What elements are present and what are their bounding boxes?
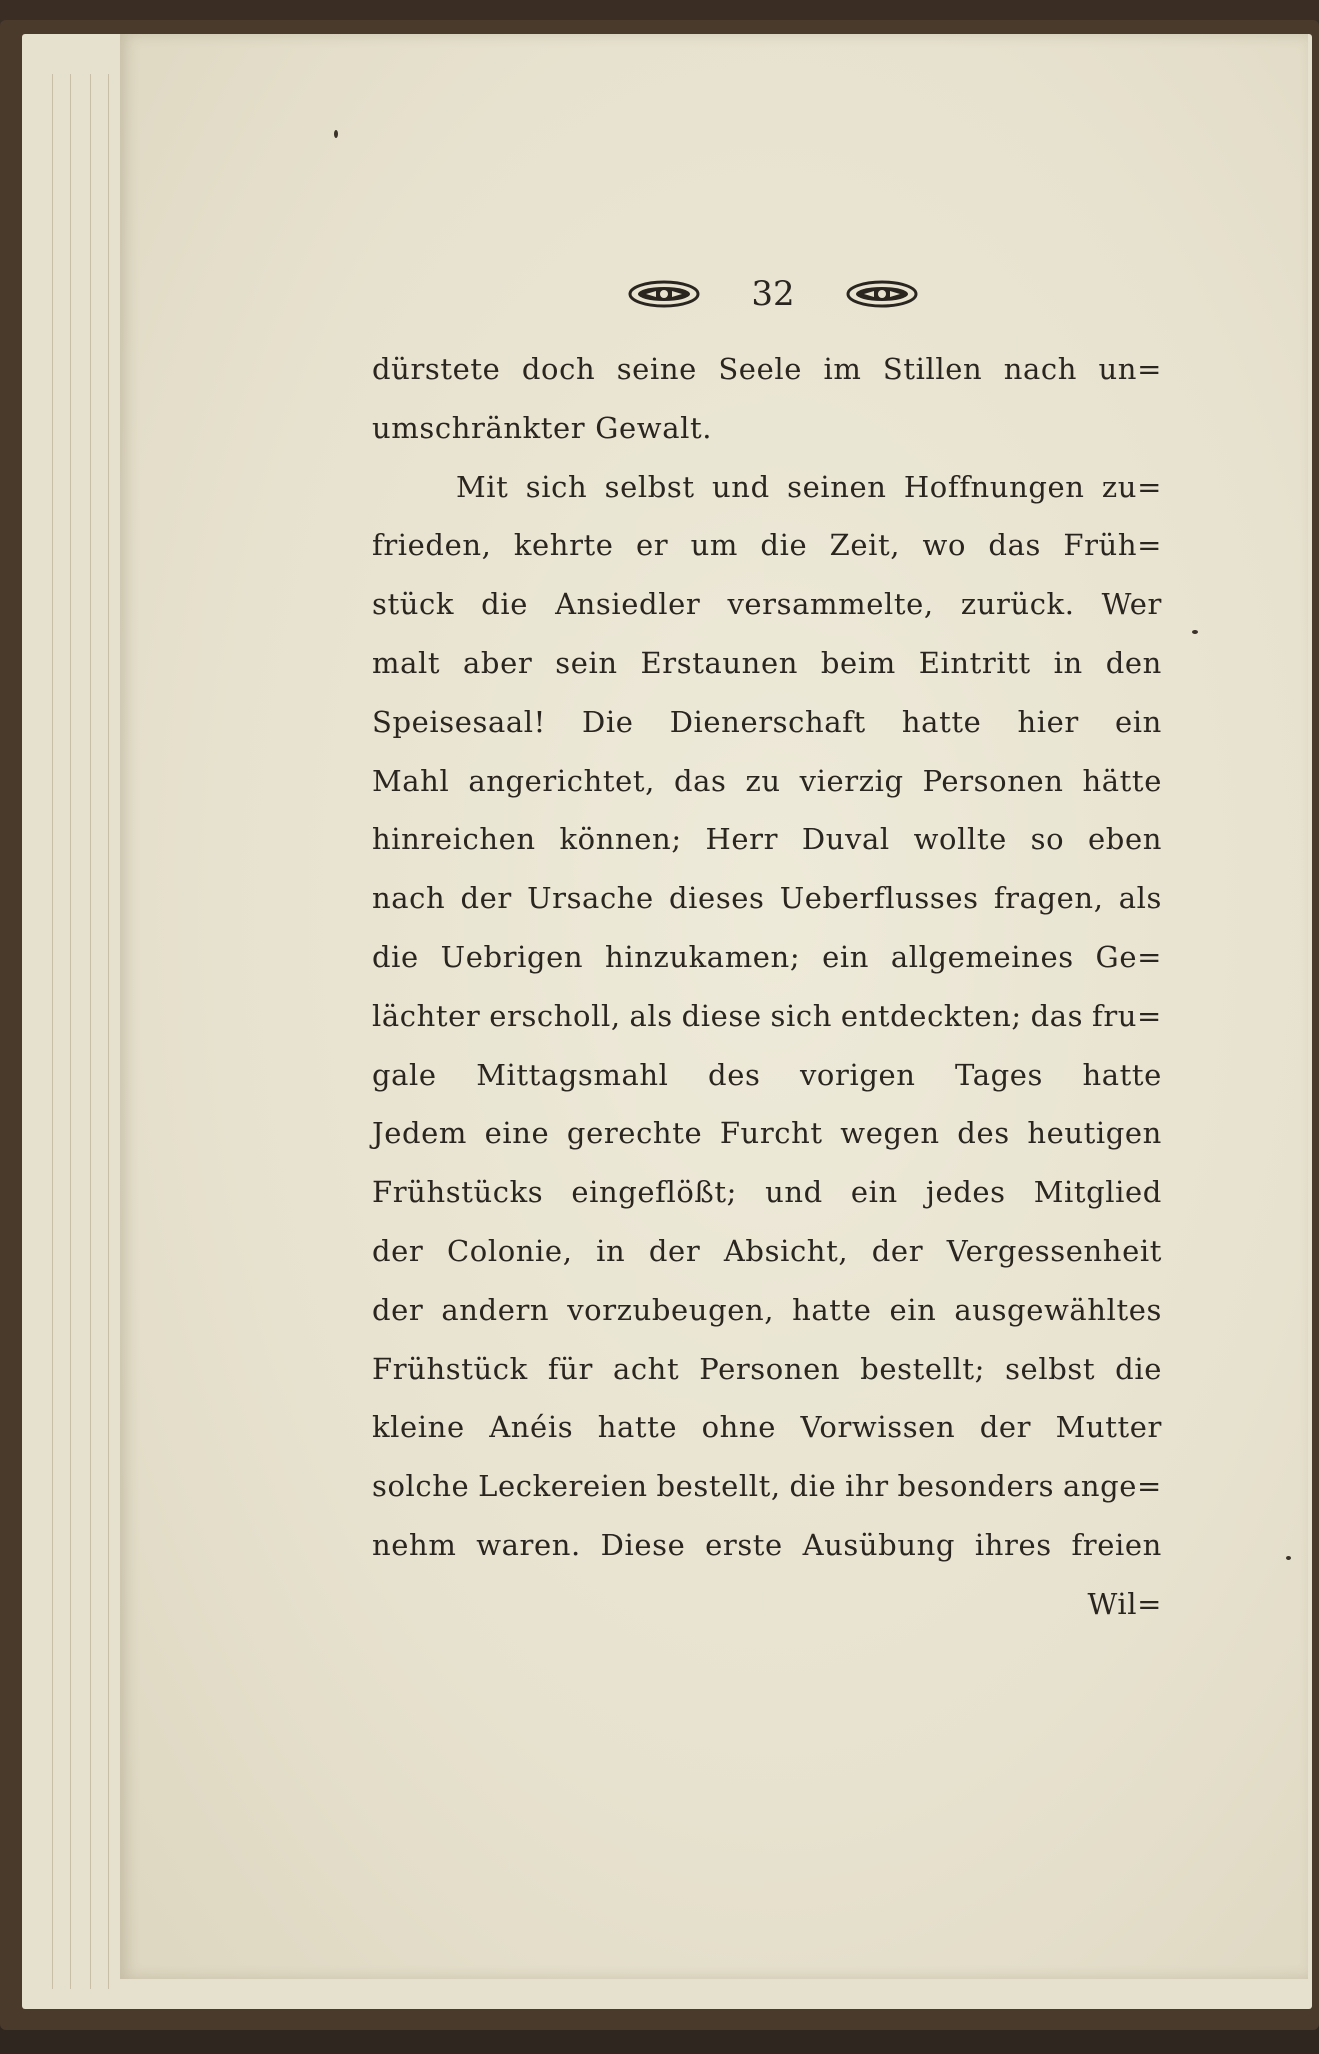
word: Stillen — [882, 352, 983, 386]
word: sich — [525, 469, 588, 504]
word: Mit — [456, 469, 509, 504]
word: der — [871, 1233, 924, 1268]
text-line — [372, 575, 1162, 634]
word: beim — [820, 645, 896, 680]
word: die — [1115, 1351, 1162, 1386]
word: fru= — [1091, 998, 1162, 1033]
word: frieden, — [372, 528, 492, 563]
word: nach — [1003, 352, 1078, 386]
word: das — [1030, 998, 1084, 1033]
word: hatte — [597, 1410, 678, 1445]
word: Frühstücks — [372, 1175, 544, 1210]
word: ein — [889, 1292, 937, 1327]
word: Frühstück — [372, 1351, 528, 1386]
word: um — [690, 528, 739, 563]
word: Mutter — [1055, 1410, 1162, 1445]
word: erste — [705, 1527, 783, 1562]
word: Hoffnungen — [903, 469, 1085, 504]
word: Colonie, — [447, 1233, 573, 1268]
word: ihr — [845, 1469, 889, 1504]
word: hatte — [1082, 1057, 1162, 1092]
word: in — [1053, 645, 1083, 680]
word: ein — [850, 1175, 898, 1210]
word: eingeflößt; — [571, 1175, 738, 1210]
word: der — [979, 1410, 1032, 1445]
word: des — [957, 1116, 1010, 1151]
text-line — [372, 1340, 1162, 1399]
word: er — [635, 528, 669, 563]
page-edge — [52, 74, 53, 1989]
word: waren. — [476, 1527, 581, 1562]
word: Dienerschaft — [669, 704, 866, 739]
word: ihres — [974, 1527, 1052, 1562]
word: wegen — [840, 1116, 940, 1151]
word: andern — [441, 1292, 550, 1327]
word: Ge= — [1095, 939, 1162, 974]
text-line — [372, 1104, 1162, 1163]
word: nach — [372, 881, 446, 916]
word: umschränkter — [372, 410, 586, 445]
ink-speck — [334, 130, 338, 138]
text-line — [372, 399, 1162, 458]
word: hinreichen — [372, 822, 536, 857]
word: wo — [922, 528, 966, 563]
catchword: Wil= — [1087, 1586, 1162, 1621]
word: dürstete — [372, 352, 501, 386]
word: der — [648, 1233, 701, 1268]
text-line — [372, 693, 1162, 752]
word: dieses — [669, 881, 765, 916]
text-line — [372, 869, 1162, 928]
word: erscholl, — [489, 998, 621, 1033]
word: selbst — [1005, 1351, 1096, 1386]
word: nehm — [372, 1527, 457, 1562]
word: der — [372, 1292, 424, 1327]
word: Zeit, — [829, 528, 901, 563]
word: Ausübung — [802, 1527, 956, 1562]
word: Erstaunen — [640, 645, 798, 680]
word: bestellt, — [656, 1469, 781, 1504]
page-header — [628, 268, 918, 320]
word: kehrte — [513, 528, 614, 563]
word: versammelte, — [727, 587, 934, 622]
word: zu — [745, 763, 781, 798]
word: den — [1105, 645, 1162, 680]
word: eben — [1088, 822, 1162, 857]
word: können; — [559, 822, 682, 857]
word: Die — [582, 704, 634, 739]
word: hätte — [1082, 763, 1162, 798]
word: kleine — [372, 1410, 465, 1445]
word: seinen — [787, 469, 887, 504]
word: so — [1030, 822, 1065, 857]
word: zu= — [1101, 469, 1162, 504]
word: selbst — [604, 469, 695, 504]
word: Furcht — [719, 1116, 823, 1151]
word: Anéis — [489, 1410, 574, 1445]
word: Mittagsmahl — [476, 1057, 669, 1092]
word: Früh= — [1063, 528, 1162, 563]
word: im — [823, 352, 862, 386]
word: aber — [463, 645, 533, 680]
text-line — [372, 752, 1162, 811]
word: heutigen — [1027, 1116, 1162, 1151]
word: Mitglied — [1033, 1175, 1162, 1210]
text-line — [372, 340, 1162, 399]
word: Speisesaal! — [372, 704, 546, 739]
word: ohne — [701, 1410, 777, 1445]
word: als — [1118, 881, 1162, 916]
text-line — [372, 1516, 1162, 1575]
rosette-ornament-right-icon — [846, 279, 918, 309]
word: Duval — [801, 822, 890, 857]
word: Tages — [955, 1057, 1044, 1092]
word: Mahl — [372, 763, 450, 798]
word: Personen — [699, 1351, 841, 1386]
word: ein — [1115, 704, 1162, 739]
word: Gewalt. — [595, 410, 713, 445]
word: vorzubeugen, — [567, 1292, 775, 1327]
word: Leckereien — [478, 1469, 648, 1504]
word: gerechte — [566, 1116, 703, 1151]
word: ange= — [1062, 1469, 1162, 1504]
text-line — [372, 1457, 1162, 1516]
text-line — [372, 1163, 1162, 1222]
word: der — [372, 1233, 424, 1268]
page-edge — [90, 74, 91, 1989]
word: in — [596, 1233, 626, 1268]
word: die — [481, 587, 528, 622]
ink-speck — [1286, 1556, 1291, 1560]
word: und — [712, 469, 770, 504]
word: fragen, — [993, 881, 1104, 916]
word: ein — [822, 939, 869, 974]
word: seine — [616, 352, 697, 386]
body-text — [372, 340, 1162, 1634]
word: stück — [372, 587, 455, 622]
word: Vergessenheit — [946, 1233, 1162, 1268]
rosette-ornament-left-icon — [628, 279, 700, 309]
word: Vorwissen — [800, 1410, 956, 1445]
word: hatte — [901, 704, 982, 739]
text-line — [372, 458, 1162, 517]
word: Uebrigen — [440, 939, 584, 974]
word: solche — [372, 1469, 470, 1504]
word: Diese — [600, 1527, 686, 1562]
word: diese — [681, 998, 762, 1033]
word: vorigen — [799, 1057, 916, 1092]
word: entdeckten; — [840, 998, 1022, 1033]
word: Ursache — [527, 881, 654, 916]
word: Ueberflusses — [779, 881, 979, 916]
word: der — [460, 881, 512, 916]
word: bestellt; — [860, 1351, 986, 1386]
word: sich — [770, 998, 832, 1033]
text-line — [372, 516, 1162, 575]
page-edge — [108, 74, 109, 1989]
word: des — [708, 1057, 761, 1092]
word: Eintritt — [918, 645, 1031, 680]
text-line — [372, 1222, 1162, 1281]
word: hier — [1017, 704, 1079, 739]
word: Wer — [1101, 587, 1162, 622]
text-line — [372, 928, 1162, 987]
word: doch — [521, 352, 596, 386]
word: für — [547, 1351, 593, 1386]
word: hatte — [792, 1292, 872, 1327]
word: sein — [555, 645, 618, 680]
word: jedes — [925, 1175, 1006, 1210]
page-edge — [70, 74, 71, 1989]
word: acht — [612, 1351, 680, 1386]
word: Jedem — [372, 1116, 468, 1151]
text-line — [372, 1046, 1162, 1105]
word: das — [673, 763, 727, 798]
word: die — [789, 1469, 837, 1504]
word: die — [372, 939, 419, 974]
word: allgemeines — [890, 939, 1074, 974]
word: ausgewähltes — [954, 1292, 1162, 1327]
word: angerichtet, — [468, 763, 655, 798]
word: malt — [372, 645, 441, 680]
text-line — [372, 1398, 1162, 1457]
word: lächter — [372, 998, 481, 1033]
word: das — [988, 528, 1041, 563]
word: die — [760, 528, 808, 563]
word: freien — [1071, 1527, 1162, 1562]
page-number: 32 — [751, 274, 795, 314]
word: wollte — [913, 822, 1007, 857]
word: hinzukamen; — [605, 939, 801, 974]
word: Seele — [718, 352, 802, 386]
word: Herr — [705, 822, 779, 857]
word: als — [629, 998, 673, 1033]
word: vierzig — [799, 763, 904, 798]
text-line — [372, 810, 1162, 869]
word: gale — [372, 1057, 437, 1092]
word: eine — [484, 1116, 550, 1151]
word: Personen — [922, 763, 1064, 798]
word: Absicht, — [723, 1233, 849, 1268]
text-line — [372, 634, 1162, 693]
text-line — [372, 1281, 1162, 1340]
word: besonders — [897, 1469, 1055, 1504]
word: zurück. — [960, 587, 1075, 622]
word: un= — [1098, 352, 1162, 386]
word: Ansiedler — [555, 587, 701, 622]
word: und — [765, 1175, 823, 1210]
ink-speck — [1192, 630, 1198, 634]
text-line — [372, 987, 1162, 1046]
